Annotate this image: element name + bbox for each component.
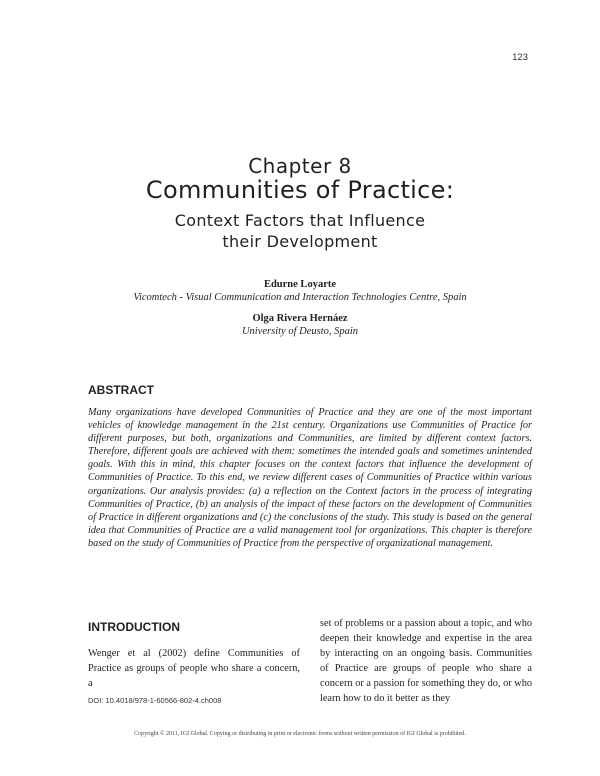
author-affiliation-1: Vicomtech - Visual Communication and Interaction Technologies Centre, Spain — [133, 292, 467, 303]
introduction-heading: INTRODUCTION — [88, 620, 180, 634]
chapter-title: Communities of Practice: — [145, 176, 455, 204]
abstract-text: Many organizations have developed Communities of Practice and they are one of the most important vehicles of knowledge management in the 21st century. Organizations use Communities of Practice for different purposes, but both, organizations and Communities, are limited by different context factors. Therefore, different goals are achieved with them: sometimes the intended goals and sometimes unintended goals. With this in mind, this chapter focuses on the context factors that influence the development of Communities of Practice. To this end, we review different cases of Communities of Practice within various organizations. Our analysis provides: (a) a reflection on the Context factors in the process of integrating Communities of Practice, (b) an analysis of the impact of these factors on the development of Communities of Practice in different organizations and (c) the conclusions of the study. This study is based on the general idea that Communities of Practice are a valid management tool for organizations. This chapter is therefore based on the study of Communities of Practice from the perspective of organizational management. — [88, 407, 532, 549]
copyright-notice: Copyright © 2011, IGI Global. Copying or distributing in print or electronic forms without written permission of IGI Global is prohibited. — [134, 731, 466, 737]
author-name-1: Edurne Loyarte — [263, 279, 337, 290]
chapter-subtitle — [0, 210, 600, 252]
chapter-label: Chapter 8 — [248, 154, 352, 178]
introduction-left-column: Wenger et al (2002) define Communities of Practice as groups of people who share a concern, a — [88, 648, 300, 690]
page-number: 123 — [512, 52, 528, 63]
doi-text: DOI: 10.4018/978-1-60566-802-4.ch008 — [88, 696, 222, 705]
abstract-heading: ABSTRACT — [88, 383, 154, 397]
author-affiliation-2: University of Deusto, Spain — [241, 326, 359, 337]
subtitle-line-2: their Development — [222, 232, 378, 251]
introduction-right-column: set of problems or a passion about a topic, and who deepen their knowledge and expertise in the area by interacting on an ongoing basis. Communities of Practice are groups of people who share a concern or a passion for something they do, or who learn how to do it better as they — [320, 618, 532, 705]
author-name-2: Olga Rivera Hernáez — [252, 313, 348, 324]
subtitle-line-1: Context Factors that Influence — [174, 211, 426, 230]
